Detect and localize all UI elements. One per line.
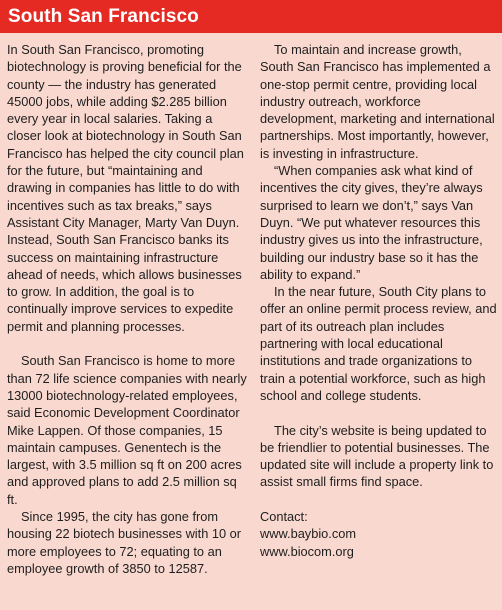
paragraph: In South San Francisco, promoting biotechnology is proving beneficial for the county — the industry has generated 45000 jobs, while adding $2.285 billion every year in local salaries. Taking a closer look at biotechnology in South San Francisco has helped the city council plan for the future, but “maintaining and drawing in companies has little to do with incentives such as tax breaks,” says Assistant City Manager, Marty Van Duyn. Instead, South San Francisco banks its success on maintaining infrastructure ahead of needs, which allows businesses to grow. In addition, the goal is to continually improve services to expedite permit and planning processes.: [7, 42, 244, 334]
contact-link[interactable]: www.baybio.com: [260, 526, 357, 542]
left-column: [7, 41, 249, 577]
contact-block: [260, 508, 498, 560]
paragraph: “When companies ask what kind of incentives the city gives, they’re always surprised to learn we don’t,” says Van Duyn. “We put whatever resources this industry gives us into the infrastructure, building our industry base so it has the ability to expand.”: [260, 163, 483, 282]
contact-link[interactable]: www.biocom.org: [260, 543, 354, 559]
page-title: South San Francisco: [8, 6, 199, 27]
paragraph: Since 1995, the city has gone from housing 22 biotech businesses with 10 or more employees to 72; equating to an employee growth of 3850 to 12587.: [7, 509, 242, 576]
paragraph: In the near future, South City plans to offer an online permit process review, and part of its outreach plan includes partnering with local educational institutions and trade organizations to train a potential workforce, such as high school and college students.: [260, 284, 497, 403]
right-column: [260, 41, 498, 560]
contact-label: Contact:: [260, 509, 308, 525]
paragraph: To maintain and increase growth, South San Francisco has implemented a one-stop permit centre, providing local industry outreach, workforce development, marketing and international partnerships. Most importantly, however, is investing in infrastructure.: [260, 42, 495, 161]
paragraph: The city’s website is being updated to be friendlier to potential businesses. The updated site will include a property link to assist small firms find space.: [260, 422, 494, 490]
article-header: [0, 0, 502, 33]
paragraph: South San Francisco is home to more than 72 life science companies with nearly 13000 biotechnology-related employees, said Economic Development Coordinator Mike Lappen. Of those companies, 15 maintain campuses. Genentech is the largest, with 3.5 million sq ft on 200 acres and approved plans to add 2.5 million sq ft.: [7, 353, 247, 507]
